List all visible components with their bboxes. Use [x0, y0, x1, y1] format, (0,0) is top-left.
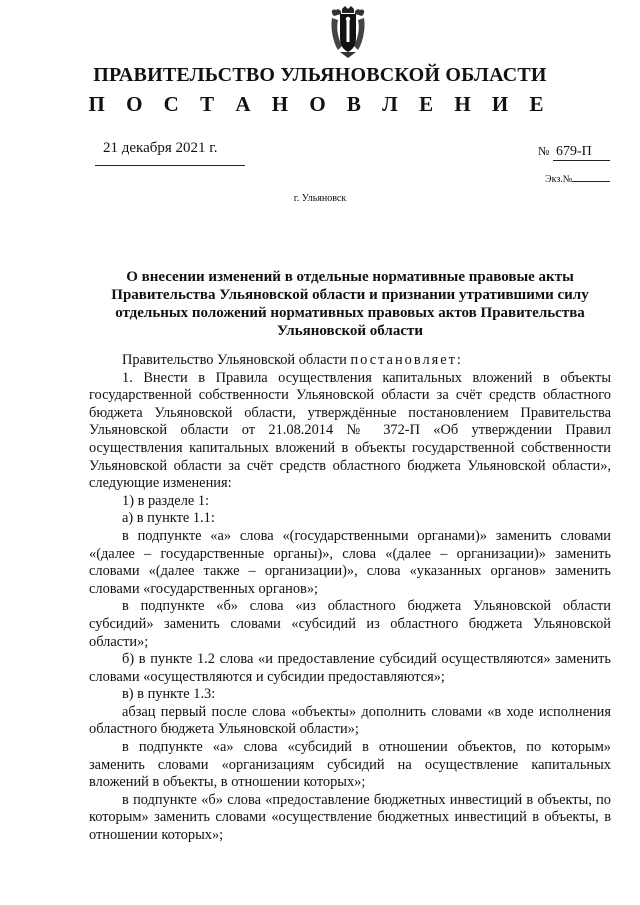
document-body — [89, 352, 611, 845]
body-paragraph: в подпункте «а» слова «(государственными органами)» заменить словами «(далее – государственные органы)», слова «(далее – организации)» заменить словами «(далее также – организации)», слова «указанных органов» заменить словами «государственных органов»; — [89, 527, 611, 597]
body-paragraph: а) в пункте 1.1: — [122, 510, 215, 527]
organization-name: ПРАВИТЕЛЬСТВО УЛЬЯНОВСКОЙ ОБЛАСТИ — [93, 64, 547, 86]
copy-number — [545, 174, 610, 185]
body-paragraph: в) в пункте 1.3: — [122, 686, 216, 703]
coat-of-arms-icon — [326, 6, 370, 58]
intro-paragraph — [89, 352, 611, 370]
copy-label: Экз.№ — [545, 174, 573, 185]
intro-decree-word: постановляет: — [350, 352, 463, 368]
body-paragraph: в подпункте «б» слова «предоставление бюджетных инвестиций в объекты, по которым» заменить словами «осуществление бюджетных инвестиций в объекты, в отношении которых»; — [89, 791, 611, 844]
body-paragraph: 1) в разделе 1: — [122, 492, 210, 509]
date-underline — [95, 165, 245, 166]
intro-start: Правительство Ульяновской области — [122, 352, 347, 368]
body-paragraph: б) в пункте 1.2 слова «и предоставление субсидий осуществляются» заменить словами «осуществляются и субсидии предоставляются»; — [89, 651, 611, 685]
copy-underline — [572, 181, 610, 182]
body-paragraph: в подпункте «а» слова «субсидий в отношении объектов, по которым» заменить словами «организациям субсидий на осуществление капитальных вложений в объекты, в отношении которых»; — [89, 739, 611, 791]
body-paragraph: абзац первый после слова «объекты» дополнить словами «в ходе исполнения областного бюджета Ульяновской области»; — [89, 703, 611, 738]
body-paragraph: 1. Внести в Правила осуществления капитальных вложений в объекты государственной собственности Ульяновской области за счёт средств областного бюджета Ульяновской области, утверждённые постановлением Правительства Ульяновской области от 21.08.2014 № 372-П «Об утверждении Правил осуществления капитальных вложений в объекты государственной собственности Ульяновской области за счёт средств областного бюджета Ульяновской области», следующие изменения: — [89, 369, 611, 492]
number-value: 679-П — [553, 144, 610, 161]
document-type: П О С Т А Н О В Л Е Н И Е — [88, 92, 552, 116]
body-paragraph: в подпункте «б» слова «из областного бюджета Ульяновской области субсидий» заменить словами «субсидий из областного бюджета Ульяновской области»; — [89, 598, 611, 650]
city-name: г. Ульяновск — [293, 193, 347, 204]
document-title: О внесении изменений в отдельные нормативные правовые акты Правительства Ульяновской области и признании утратившими силу отдельных положений нормативных правовых актов Правительства Ульяновской области — [111, 269, 589, 339]
number-sign: № — [538, 144, 550, 158]
document-date: 21 декабря 2021 г. — [103, 140, 218, 156]
document-number — [538, 144, 610, 161]
